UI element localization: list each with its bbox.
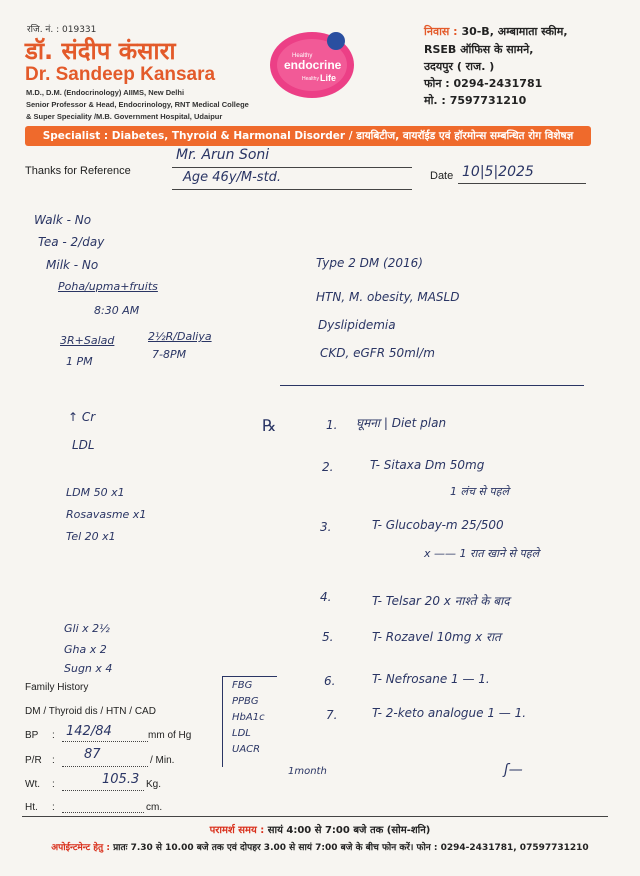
rx-item-text: T- Rozavel 10mg x रात — [372, 630, 501, 644]
note-line: 1 PM — [66, 355, 93, 368]
date-underline — [458, 183, 586, 184]
rx-item-text: T- Telsar 20 x नाश्ते के बाद — [372, 594, 510, 608]
rx-item-number: 1. — [326, 418, 338, 432]
rx-item-text: T- Nefrosane 1 — 1. — [372, 672, 490, 686]
registration-number: रजि. नं. : 019331 — [27, 25, 97, 35]
followup-note: 1month — [288, 766, 327, 777]
credential-line: & Super Speciality /M.B. Government Hospital, Udaipur — [26, 112, 223, 121]
test-item: UACR — [232, 744, 261, 755]
credential-line: M.D., D.M. (Endocrinology) AIIMS, New Delhi — [26, 88, 185, 97]
patient-age: Age 46y/M-std. — [183, 170, 282, 185]
diagnosis-line: HTN, M. obesity, MASLD — [316, 290, 460, 304]
age-underline — [172, 189, 412, 190]
note-line: Tea - 2/day — [38, 235, 105, 249]
address-line-1 — [424, 24, 568, 39]
appointment-text: प्रातः 7.30 से 10.00 बजे तक एवं दोपहर 3.00 से सायं 7:00 बजे के बीच फोन करें। फोन : 0294-2431781, 07597731210 — [113, 843, 589, 853]
wt-colon: : — [52, 779, 55, 790]
logo-healthy-text: Healthy — [292, 53, 313, 59]
appointment-info — [0, 840, 640, 853]
note-line: Gli x 2½ — [64, 622, 110, 635]
rx-item-text: T- 2-keto analogue 1 — 1. — [372, 706, 527, 720]
test-item: FBG — [232, 680, 253, 691]
signature: ʃ— — [504, 762, 523, 778]
ht-colon: : — [52, 802, 55, 813]
consult-label: परामर्श समय : — [209, 825, 265, 836]
note-line: Milk - No — [46, 258, 99, 272]
note-line: 2½R/Daliya — [148, 330, 212, 343]
phone-line — [424, 76, 542, 91]
note-line: Sugn x 4 — [64, 662, 113, 675]
note-line: Poha/upma+fruits — [58, 280, 158, 293]
ht-unit: cm. — [146, 802, 163, 813]
pr-dotted-line — [62, 766, 148, 767]
note-line: ↑ Cr — [68, 410, 96, 424]
doctor-name-hindi: डॉ. संदीप कंसारा — [25, 37, 176, 65]
address-label: निवास : — [424, 25, 458, 38]
phone-number: 0294-2431781 — [453, 77, 543, 90]
rx-item-number: 6. — [324, 674, 336, 688]
rx-item-number: 3. — [320, 520, 332, 534]
note-line: 7-8PM — [152, 348, 187, 361]
rx-symbol: ℞ — [262, 416, 277, 435]
diagnosis-line: Dyslipidemia — [318, 318, 396, 332]
test-item: LDL — [232, 728, 251, 739]
wt-label: Wt. — [25, 779, 40, 790]
pr-label: P/R — [25, 755, 42, 766]
bp-value: 142/84 — [66, 724, 112, 739]
phone-label: फोन : — [424, 77, 450, 90]
bp-dotted-line — [62, 741, 148, 742]
endocrine-logo — [264, 27, 360, 101]
logo-healthy-sub: Healthy — [302, 76, 319, 82]
wt-unit: Kg. — [146, 779, 162, 790]
mobile-line — [424, 93, 526, 108]
rx-item-number: 5. — [322, 630, 334, 644]
address-line-3: उदयपुर ( राज. ) — [424, 60, 495, 73]
rx-item-text: T- Glucobay-m 25/500 — [372, 518, 504, 532]
rx-item-number: 2. — [322, 460, 334, 474]
wt-dotted-line — [62, 790, 144, 791]
note-line: LDL — [72, 438, 95, 452]
test-item: HbA1c — [232, 712, 265, 723]
logo-life-text: Life — [320, 73, 337, 83]
appointment-label: अपोईन्टमेन्ट हेतु : — [51, 843, 110, 853]
pr-colon: : — [52, 755, 55, 766]
address-text: 30-B, अम्बामाता स्कीम, — [461, 25, 568, 38]
specialist-banner: Specialist : Diabetes, Thyroid & Harmonal Disorder / डायबिटीज, वायरॉईड एवं हॉरमोन्स सम्बन्धित रोग विशेषज्ञ — [25, 126, 591, 146]
test-item: PPBG — [232, 696, 259, 707]
thanks-reference-label: Thanks for Reference — [25, 165, 131, 177]
rx-item-sub: 1 लंच से पहले — [450, 485, 509, 498]
rx-item-sub: x —— 1 रात खाने से पहले — [424, 547, 540, 560]
rx-item-number: 7. — [326, 708, 338, 722]
note-line: Rosavasme x1 — [66, 508, 147, 521]
consultation-time — [0, 822, 640, 836]
patient-name: Mr. Arun Soni — [176, 147, 270, 163]
history-options: DM / Thyroid dis / HTN / CAD — [25, 706, 156, 717]
date-label: Date — [430, 170, 454, 182]
note-line: LDM 50 x1 — [66, 486, 125, 499]
wt-value: 105.3 — [102, 772, 140, 787]
mobile-number: 7597731210 — [449, 94, 527, 107]
date-value: 10|5|2025 — [462, 164, 534, 180]
credential-line: Senior Professor & Head, Endocrinology, RNT Medical College — [26, 100, 249, 109]
doctor-name-english: Dr. Sandeep Kansara — [25, 64, 216, 85]
consult-text: सायं 4:00 से 7:00 बजे तक (सोम-शनि) — [267, 825, 431, 836]
ht-dotted-line — [62, 812, 144, 813]
bp-label: BP — [25, 730, 39, 741]
name-underline — [172, 167, 412, 168]
footer-divider — [22, 816, 608, 817]
family-history-label: Family History — [25, 682, 89, 693]
note-line: 8:30 AM — [94, 304, 140, 317]
note-line: Gha x 2 — [64, 643, 107, 656]
diagnosis-line: CKD, eGFR 50ml/m — [320, 346, 435, 360]
address-line-2: RSEB ऑफिस के सामने, — [424, 43, 534, 56]
note-line: 3R+Salad — [60, 334, 115, 347]
bp-unit: mm of Hg — [148, 730, 192, 741]
pr-unit: / Min. — [150, 755, 175, 766]
diagnosis-divider — [280, 385, 584, 386]
mobile-label: मो. : — [424, 94, 446, 107]
note-line: Walk - No — [34, 213, 92, 227]
rx-item-text: T- Sitaxa Dm 50mg — [370, 458, 485, 472]
note-line: Tel 20 x1 — [66, 530, 116, 543]
logo-endocrine-text: endocrine — [284, 58, 342, 72]
rx-item-number: 4. — [320, 590, 332, 604]
ht-label: Ht. — [25, 802, 38, 813]
bp-colon: : — [52, 730, 55, 741]
pr-value: 87 — [84, 747, 101, 762]
rx-item-text: घूमना | Diet plan — [356, 416, 447, 430]
diagnosis-line: Type 2 DM (2016) — [316, 256, 423, 270]
